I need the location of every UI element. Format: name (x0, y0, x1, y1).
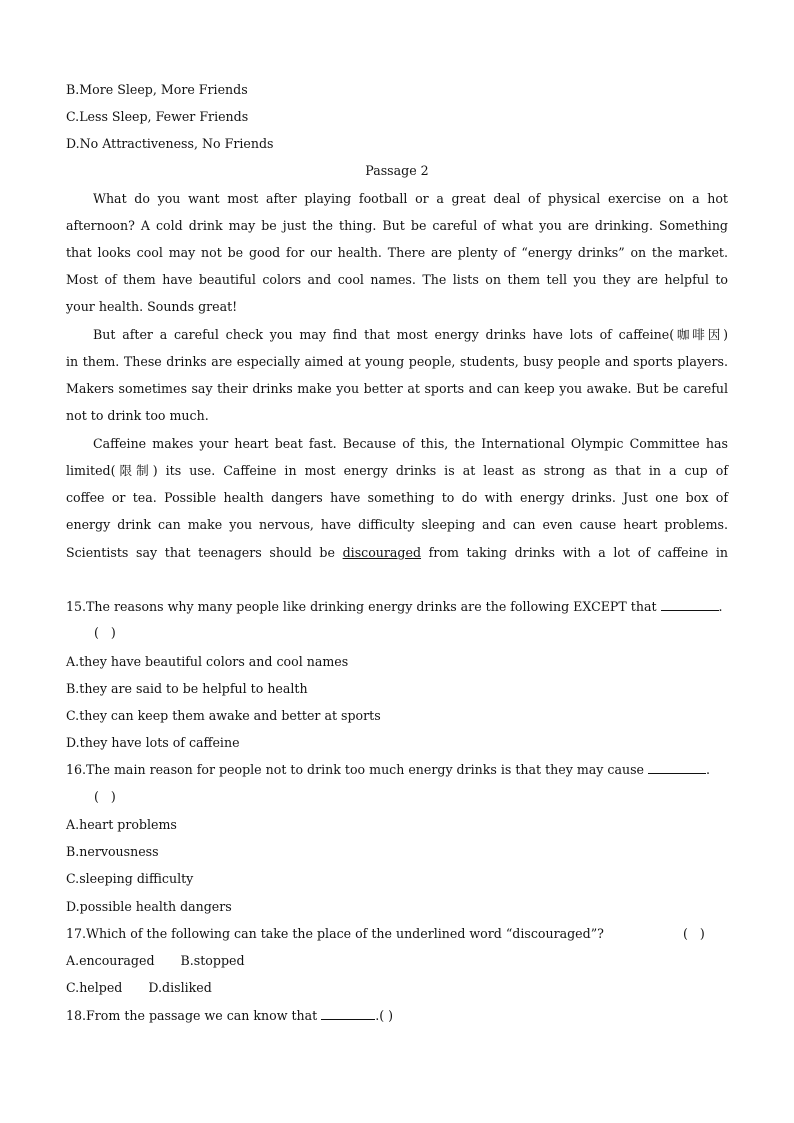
underlined-word: discouraged (342, 545, 422, 560)
passage-p3-line: Caffeine makes your heart beat fast. Because of this, the International Olympic Committee has (93, 436, 728, 451)
passage-p2-line: not to drink too much. (66, 408, 209, 423)
passage-p3-line: limited(限制) its use. Caffeine in most energy drinks is at least as strong as that in a cup of (66, 463, 728, 478)
passage-title: Passage 2 (365, 163, 429, 178)
passage-text: Scientists say that teenagers should be (66, 545, 343, 560)
option-d: D.disliked (148, 980, 212, 995)
answer-paren: ( ) (379, 1008, 394, 1023)
answer-blank (661, 599, 719, 611)
passage-p1-line: What do you want most after playing football or a great deal of physical exercise on a hot (93, 191, 728, 206)
options-row (66, 953, 728, 969)
option-a: A.encouraged (66, 953, 155, 968)
question-stem-text: 18.From the passage we can know that (66, 1008, 318, 1023)
option-d: D.possible health dangers (66, 899, 232, 914)
question-17-stem: 17.Which of the following can take the place of the underlined word “discouraged”? (66, 926, 604, 941)
passage-p2-line: in them. These drinks are especially aimed at young people, students, busy people and sports players. (66, 354, 728, 369)
passage-p3-line: energy drink can make you nervous, have difficulty sleeping and can even cause heart problems. (66, 517, 728, 532)
passage-p1-line: that looks cool may not be good for our health. There are plenty of “energy drinks” on the market. (66, 245, 728, 260)
option-b: B.they are said to be helpful to health (66, 681, 308, 696)
answer-blank (321, 1008, 375, 1020)
option-a: A.heart problems (66, 817, 177, 832)
question-stem-text: 15.The reasons why many people like drinking energy drinks are the following EXCEPT that (66, 599, 657, 614)
option-c: C.helped (66, 980, 123, 995)
option-d-prev: D.No Attractiveness, No Friends (66, 136, 274, 151)
question-16-stem: 16.The main reason for people not to drink too much energy drinks is that they may cause . (66, 762, 711, 777)
option-b: B.stopped (180, 953, 245, 968)
option-b: B.nervousness (66, 844, 159, 859)
passage-p3-line (66, 545, 728, 561)
passage-p1-line: your health. Sounds great! (66, 299, 238, 314)
passage-p3-line: coffee or tea. Possible health dangers have something to do with energy drinks. Just one box of (66, 490, 728, 505)
passage-p3-line (66, 572, 728, 588)
question-15-stem: 15.The reasons why many people like drinking energy drinks are the following EXCEPT that . (66, 599, 723, 614)
question-18-stem: 18.From the passage we can know that .( ) (66, 1008, 394, 1023)
answer-blank (648, 762, 706, 774)
option-c-prev: C.Less Sleep, Fewer Friends (66, 109, 249, 124)
option-d: D.they have lots of caffeine (66, 735, 240, 750)
option-b-prev: B.More Sleep, More Friends (66, 82, 248, 97)
answer-paren: ( ) (94, 789, 116, 804)
option-c: C.they can keep them awake and better at sports (66, 708, 381, 723)
answer-paren: ( ) (683, 926, 705, 941)
option-a: A.they have beautiful colors and cool names (66, 654, 349, 669)
options-row (66, 980, 728, 996)
answer-paren: ( ) (94, 625, 116, 640)
passage-p2-line: But after a careful check you may find that most energy drinks have lots of caffeine(咖啡因) (93, 327, 728, 342)
passage-p1-line: Most of them have beautiful colors and cool names. The lists on them tell you they are helpful to (66, 272, 728, 287)
option-c: C.sleeping difficulty (66, 871, 194, 886)
passage-text: from taking drinks with a lot of caffeine in (421, 545, 728, 560)
question-stem-text: 16.The main reason for people not to drink too much energy drinks is that they may cause (66, 762, 645, 777)
passage-p1-line: afternoon? A cold drink may be just the thing. But be careful of what you are drinking. Something (66, 218, 728, 233)
passage-p2-line: Makers sometimes say their drinks make you better at sports and can keep you awake. But be careful (66, 381, 728, 396)
